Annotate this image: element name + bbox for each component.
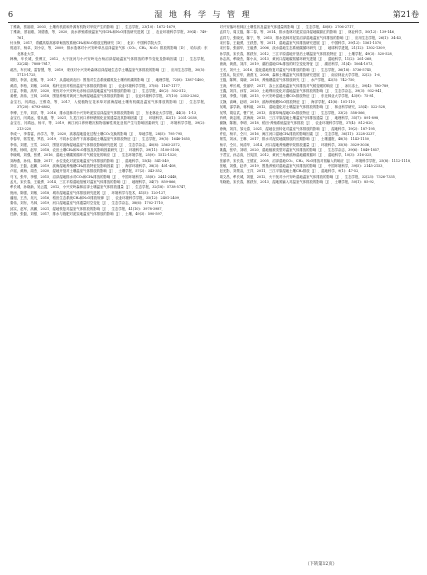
- reference-entry: 郭逍宇，杨卓，刘小京，等．2009．排水造林对小兴安岭草丛沼泽温室气体（CO₂、CH₄、N₂O）排放的影响［D］．哈尔滨：东北林业大学．: [10, 46, 208, 56]
- reference-entry: 孟祥力，周文磊，陈二春，等．2014．排水造林对泥炭沼泽湿地碳源汇的影响［J］．林业科学，50(12)：139-146．: [219, 30, 398, 35]
- reference-entry: 潘旭，王杰，吴凡．2016．稻田生态系统CH₄和N₂O排放规律［J］．农业环境科学学报，35(12)：2401-2409．: [10, 196, 183, 200]
- reference-entry: 文静，高峰，赵明．2019．滨海养殖塘N₂O排放特征［J］．海洋学报，41(8)：101-110．: [219, 99, 359, 104]
- continued-note: （下转第12页）: [305, 562, 337, 567]
- reference-entry: 于君宝，孙志高，吕宪国．2012．黄河三角洲滨海湿地碳氮循环［J］．湿地科学，10(3)：316-325．: [219, 153, 375, 158]
- reference-entry: 王冬，刘兴土．2016．退化湿地恢复对温室气体排放的影响［J］．生态学报，36(18)：5736-5745．: [219, 67, 375, 72]
- journal-title: 湿 地 科 学 与 管 理: [154, 9, 252, 19]
- reference-entry: 颜雪，刘冰，王琳．2017．排水对泥炭地碳排放的长期影响［J］．土壤通报，48(5)：1143-1150．: [219, 137, 373, 142]
- reference-entry: 倪雨，陈强，刘敏．2018．城市湿地温室气体排放研究进展［J］．环境科学与技术，41(5)：120-127．: [10, 190, 169, 195]
- reference-entry: 刘佳，王磊，赵鹏．2019．滨海湿地养殖塘CH₄排放特征及影响因素［J］．海洋环境科学，38(3)：401-408．: [10, 163, 179, 168]
- page-number: 6: [8, 9, 14, 19]
- reference-entry: 孙志高，牟晓杰，陈小兵．2013．黄河口湿地碳氮循环研究进展［J］．湿地科学，11(2)：261-268．: [219, 57, 375, 62]
- reference-entry: 黄清，李柏，刘敏．2018．秸秆还田对稻田温室气体排放的影响［J］．农业环境科学学报，37(6)：1167-1177．: [10, 83, 184, 88]
- reference-entry: 王颖，李强，马鹏．2015．小兴安岭湿地土壤CO₂排放特征［J］．东北林业大学学报，43(9)：75-81．: [219, 94, 378, 99]
- reference-entry: 吴琴，胡启武，曹广民．2013．高寒草甸湿地CO₂排放特征［J］．生态学报，33(2)：558-566．: [219, 110, 368, 115]
- reference-entry: 姚鑫，张华，刘明．2020．湿地植被类型对温室气体排放的影响［J］．生态学杂志，39(6)：1849-1857．: [219, 147, 383, 152]
- reference-entry: 肖烨，黄志刚，武海涛．2015．三江平原湿地土壤温室气体排放通量［J］．地理科学，35(7)：891-898．: [219, 115, 382, 120]
- reference-entry: 王涛，牟长城，张丽华．2017．冻土区湿地温室气体排放对气候变暖的响应［J］．冰川冻土，39(4)：780-789．: [219, 83, 392, 88]
- references-body: [10, 25, 417, 553]
- references-right-column: [220, 25, 418, 553]
- reference-entry: 张敏，刘强，赵华．2019．围垦养殖对湿地温室气体排放的影响［J］．中国环境科学，39(5)：2145-2153．: [219, 163, 386, 168]
- reference-entry: 王国兵，阮宏华，唐燕飞．2008．森林土壤温室气体排放研究进展［J］．南京林业大学学报，32(2)：1-6．: [219, 73, 384, 78]
- header-rule: [8, 22, 419, 23]
- reference-entry: 胡阳，李剑，赵敏，等．2017．从湿地到农田：围垦对生态系统碳氮及土壤有机碳的影响［J］．地理学报，72(8)：1387-1400．: [10, 78, 207, 83]
- reference-entry: 孙学凯，宋长春，郭跃东．2012．三江平原湿地开垦后土壤温室气体排放特征［J］．土壤学报，49(3)：520-528．: [219, 51, 396, 56]
- reference-entry: 郝杰，车长城，雷智慧，等．2019．采伐对小兴安岭森林沼泽湿地生态学土壤温室气体排放的影响［J］．应用生态学报，30(5)：1713-1725．: [10, 67, 208, 78]
- reference-entry: 丁维新，蔡祖聪，刘德燕，等．2020．淡水养殖系统温室气体CH₄和N₂O排放研究进展［J］．农业环境科学学报，39(4)：749-761．: [10, 30, 208, 40]
- reference-entry: 李伟，刘建，王雪．2021．围垦对滨海湿地温室气体排放影响研究进展［J］．生态学杂志，40(8)：2563-2572．: [10, 142, 184, 147]
- reference-entry: 孟祥力，张晓光，陈宁，等．2015．排水造林对泥炭沼泽湿地温室气体排放的影响［J］．应用生态学报，26(1)：34-43．: [219, 35, 405, 40]
- reference-entry: 唐涛，黄燕，刘洋．2019．湖泊湿地CH₄排放的时空变化特征［J］．湖泊科学，31(4)：1064-1073．: [219, 62, 376, 67]
- reference-entry: 孟凡，宋长春，王毅勇．2014．三江平原湿地垦殖对温室气体排放的影响［J］．地理科学，34(7)：859-866．: [10, 179, 179, 184]
- reference-entry: 邱实，赵军，高鹏．2021．湿地恢复对温室气体排放的影响［J］．生态学报，41(10)：3978-3987．: [10, 206, 165, 211]
- reference-entry: 李春华，郭雪莲，罗浩．2019．不同水位条件下高寒湿地土壤温室气体排放特征［J］．生态学报，39(5)：1646-1655．: [10, 137, 194, 142]
- reference-entry: 周文昌，牟长城，刘夏．2012．火干扰对小兴安岭湿地温室气体排放的影响［J］．生态学报，32(23)：7326-7335．: [219, 174, 399, 179]
- reference-entry: 李成一，李春雷，孙学方，等．2020．高寒湿地退化过程土壤CO₂交换的影响［J］．草地学报，28(5)：795-795．: [10, 131, 186, 136]
- reference-entry: 宋长春，王毅勇，王跃思，等．2011．湿地温室气体排放研究进展［J］．中国科学，39(12)：1561-1570．: [219, 41, 385, 46]
- reference-entry: 吴明，邵学新，蒋科毅．2012．湿地退化对土壤温室气体排放的影响［J］．林业科学研究，25(4)：522-528．: [219, 105, 389, 110]
- reference-entry: 付永锋．2017．青藏高原高寒草甸放牧系统CH₄和N₂O排放过程研究［D］．北京：中国科学院大学．: [10, 41, 165, 46]
- reference-entry: 韩梅，车长城，张博文．2012．大于抚河与小兴安岭毛台杨沼泽湿地温室气体排放的季节变化及影响因素［J］．生态学报，32(24)：7808-7817．: [10, 57, 208, 67]
- reference-entry: 马飞，张华，李强．2015．沼泽湿地排水对CO₂和CH₄排放的影响［J］．中国环境科学，35(8)：2441-2448．: [10, 174, 180, 179]
- reference-entry: 李燕，杨明，赵华．2018．农田土壤CH₄和N₂O排放及其影响因素研究［J］．环境科学，39(11)：5100-5108．: [10, 147, 183, 152]
- reference-entry: 金宝石，闫鸿远，曾从盛，等．2021．九龙江河口养虾塘氮化亚氮通量及其影响因素［J］．环境科学，42(1)：2031-2038．: [10, 115, 201, 120]
- reference-entry: 金宝石，闫鸿远，王维奇，等．2017．入侵植物互花米草对滨海湿地土壤有机碳及温室气体排放的影响［J］．生态学报，37(20)：6793-6802．: [10, 99, 208, 110]
- reference-entry: 李晓明，刘强，张勇．2016．湿地土壤碳氮循环对气候变化的响应［J］．生态环境学报，25(9)：1512-1520．: [10, 153, 180, 158]
- reference-entry: 许佳，杨平，仝川．2016．闽江河口湿地CH₄排放的影响因素［J］．生态学报，36(11)：3228-3237．: [219, 131, 378, 136]
- reference-entry: 对兴安落叶松林区土壤性状及温室气体通量的影响［J］．生态学报，40(8)：2706-2717．: [219, 25, 357, 29]
- reference-entry: 徐海，刘洋，邹元春．2021．湿地农田转化对温室气体排放的影响［J］．湿地科学，19(2)：187-195．: [219, 126, 379, 131]
- reference-entry: 任静，张磊，刘强．2017．排水与施肥对泥炭地温室气体排放的影响［J］．土壤，49(3)：590-597．: [10, 212, 166, 217]
- references-left-column: [10, 25, 208, 553]
- reference-entry: 朱晓艳，宋长春，郭跃东．2013．湿地氮输入对温室气体排放的影响［J］．土壤学报，50(1)：85-92．: [219, 179, 378, 184]
- reference-entry: 卢瑶，黄海，周杰．2020．湿地开垦对土壤温室气体排放的影响［J］．土壤学报，57(2)：343-352．: [10, 169, 166, 174]
- reference-entry: 李博，王华，刘洋，等．2016．排水造林对小兴安岭泥炭沼泽温室气体排放的影响［J］．东北林业大学学报，44(3)：1-13．: [10, 110, 200, 115]
- reference-entry: 姜俊，高伟，王林．2018．围垦养殖对黄河三角洲湿地温室气体排放的影响［J］．农业环境科学学报，37(10)：2353-2362．: [10, 94, 203, 99]
- reference-entry: 王磊，陈辉，周晓．2018．养殖塘温室气体排放研究［J］．水产学报，42(5)：742-750．: [219, 78, 358, 83]
- reference-entry: 王鑫，刘洋，孙雪．2020．土地利用变化对湿地温室气体排放的影响［J］．生态学杂志，39(3)：932-941．: [219, 89, 385, 94]
- reference-entry: 刘海燕，孙伟，陈静．2017．水位变化对泥炭地温室气体排放的影响［J］．湿地科学，15(4)：541-549．: [10, 158, 173, 163]
- reference-entry: 牟长城，孙晓新，吴云霞．2012．小兴安岭森林沼泽土壤温室气体排放通量［J］．生态学报，32(18)：5738-5747．: [10, 185, 189, 190]
- reference-entry: 宋长春，张丽华，王毅勇．2006．淡水湿地生态系统碳循环研究［J］．地球科学进展，21(12)：1302-1309．: [219, 46, 389, 51]
- reference-entry: 秦伟，刘东，马林．2019．河口湿地温室气体通量时空变化［J］．生态学杂志，38(6)：1702-1710．: [10, 201, 167, 206]
- reference-entry: 谢静，陈刚，李明．2018．稻田-养殖系统温室气体排放［J］．农业环境科学学报，37(4)：812-820．: [219, 121, 376, 126]
- reference-entry: 丁维新，蔡祖聪．2003．土壤有机质和外源有机物对甲烷产生的影响［J］．生态学报，23(10)：1672-1679．: [10, 25, 179, 29]
- reference-entry: 金宝石，闫鸿远，杨平，等．2019．闽江河口养虾塘沉积物溶解性氮化亚氮产生与影响因素研究［J］．环境科学学报，39(2)：213-220．: [10, 121, 208, 131]
- volume-label: 第21卷: [392, 9, 419, 19]
- reference-entry: 杨平，仝川，何清华．2014．河口湿地养殖塘甲烷排放通量［J］．环境科学，35(8)：3029-3036．: [219, 142, 373, 147]
- reference-entry: 江雷，李瑞，高华．2020．采伐对小兴安岭毛赤杨沼泽湿地温室气体排放的影响［J］．生态学报，40(2)：502-512．: [10, 89, 189, 94]
- reference-entry: 张丽华，宋长春，王德宣．2005．沼泽湿地CO₂、CH₄、N₂O排放对氮输入的响应［J］．环境科学学报，25(8)：1112-1118．: [219, 158, 414, 163]
- running-header: [8, 7, 419, 21]
- reference-entry: 赵光影，刘景双，王洋．2011．三江平原湿地土壤CH₄排放［J］．湿地科学，9(1)：47-52．: [219, 169, 362, 174]
